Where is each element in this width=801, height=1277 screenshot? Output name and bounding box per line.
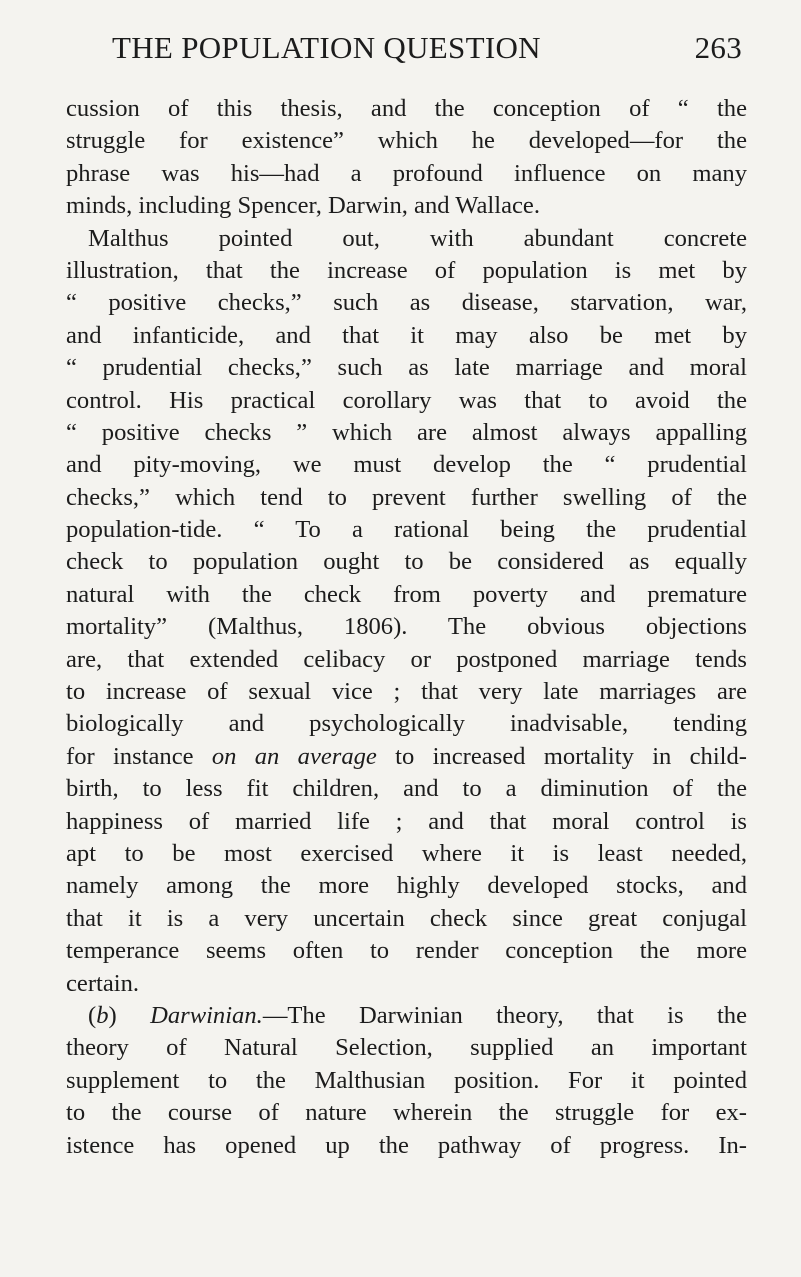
text-line: supplement to the Malthusian position. For it pointed bbox=[66, 1066, 747, 1094]
line-text: to increased mortality in child- bbox=[376, 742, 747, 770]
text-line: are, that extended celibacy or postponed marriage tends bbox=[66, 645, 747, 673]
text-line: control. His practical corollary was that to avoid the bbox=[66, 386, 747, 414]
paragraph-start-line: Malthus pointed out, with abundant concrete bbox=[88, 224, 747, 252]
text-line: temperance seems often to render conception the more bbox=[66, 937, 747, 965]
text-line: happiness of married life ; and that moral control is bbox=[66, 807, 747, 835]
line-text: ( bbox=[88, 1001, 97, 1029]
text-line: minds, including Spencer, Darwin, and Wallace. bbox=[66, 192, 540, 220]
text-line: cussion of this thesis, and the conception of “ the bbox=[66, 95, 747, 122]
text-line: checks,” which tend to prevent further swelling of the bbox=[66, 483, 747, 511]
text-line: population-tide. “ To a rational being the prudential bbox=[66, 516, 747, 544]
text-line: mortality” (Malthus, 1806). The obvious objections bbox=[66, 613, 747, 641]
text-line: natural with the check from poverty and premature bbox=[66, 580, 747, 608]
text-line: and pity-moving, we must develop the “ prudential bbox=[66, 451, 747, 479]
text-line: “ positive checks,” such as disease, starvation, war, bbox=[66, 289, 747, 317]
text-line: illustration, that the increase of population is met by bbox=[66, 256, 747, 284]
running-head-title: THE POPULATION QUESTION bbox=[112, 30, 541, 65]
section-letter: b bbox=[96, 1001, 109, 1029]
body-text bbox=[66, 93, 747, 1162]
text-line: check to population ought to be considered as equally bbox=[66, 548, 747, 576]
section-title: Darwinian. bbox=[150, 1001, 263, 1029]
text-line: certain. bbox=[66, 969, 140, 997]
text-line: “ prudential checks,” such as late marriage and moral bbox=[66, 354, 747, 382]
line-text: —The Darwinian theory, that is the bbox=[262, 1001, 747, 1029]
text-line: to increase of sexual vice ; that very late marriages are bbox=[66, 678, 747, 706]
text-line: and infanticide, and that it may also be met by bbox=[66, 321, 747, 349]
section-heading-line bbox=[66, 1000, 747, 1032]
line-text: for instance bbox=[66, 742, 212, 770]
text-line: phrase was his—had a profound influence on many bbox=[66, 159, 747, 187]
text-line: to the course of nature wherein the struggle for ex- bbox=[66, 1099, 747, 1127]
text-line-with-italics bbox=[66, 741, 747, 773]
text-line: “ positive checks ” which are almost always appalling bbox=[66, 418, 747, 446]
page-number: 263 bbox=[694, 30, 742, 65]
text-line: istence has opened up the pathway of progress. In- bbox=[66, 1131, 747, 1159]
text-line: namely among the more highly developed stocks, and bbox=[66, 872, 747, 900]
text-line: apt to be most exercised where it is least needed, bbox=[66, 839, 747, 867]
text-line: birth, to less fit children, and to a diminution of the bbox=[66, 775, 747, 803]
text-line: that it is a very uncertain check since great conjugal bbox=[66, 904, 747, 932]
text-line: theory of Natural Selection, supplied an important bbox=[66, 1034, 747, 1062]
text-line: biologically and psychologically inadvisable, tending bbox=[66, 710, 747, 738]
running-head bbox=[66, 26, 742, 70]
italic-phrase: on an average bbox=[211, 742, 377, 770]
text-line: struggle for existence” which he developed—for the bbox=[66, 127, 747, 155]
line-text: ) bbox=[108, 1001, 151, 1029]
